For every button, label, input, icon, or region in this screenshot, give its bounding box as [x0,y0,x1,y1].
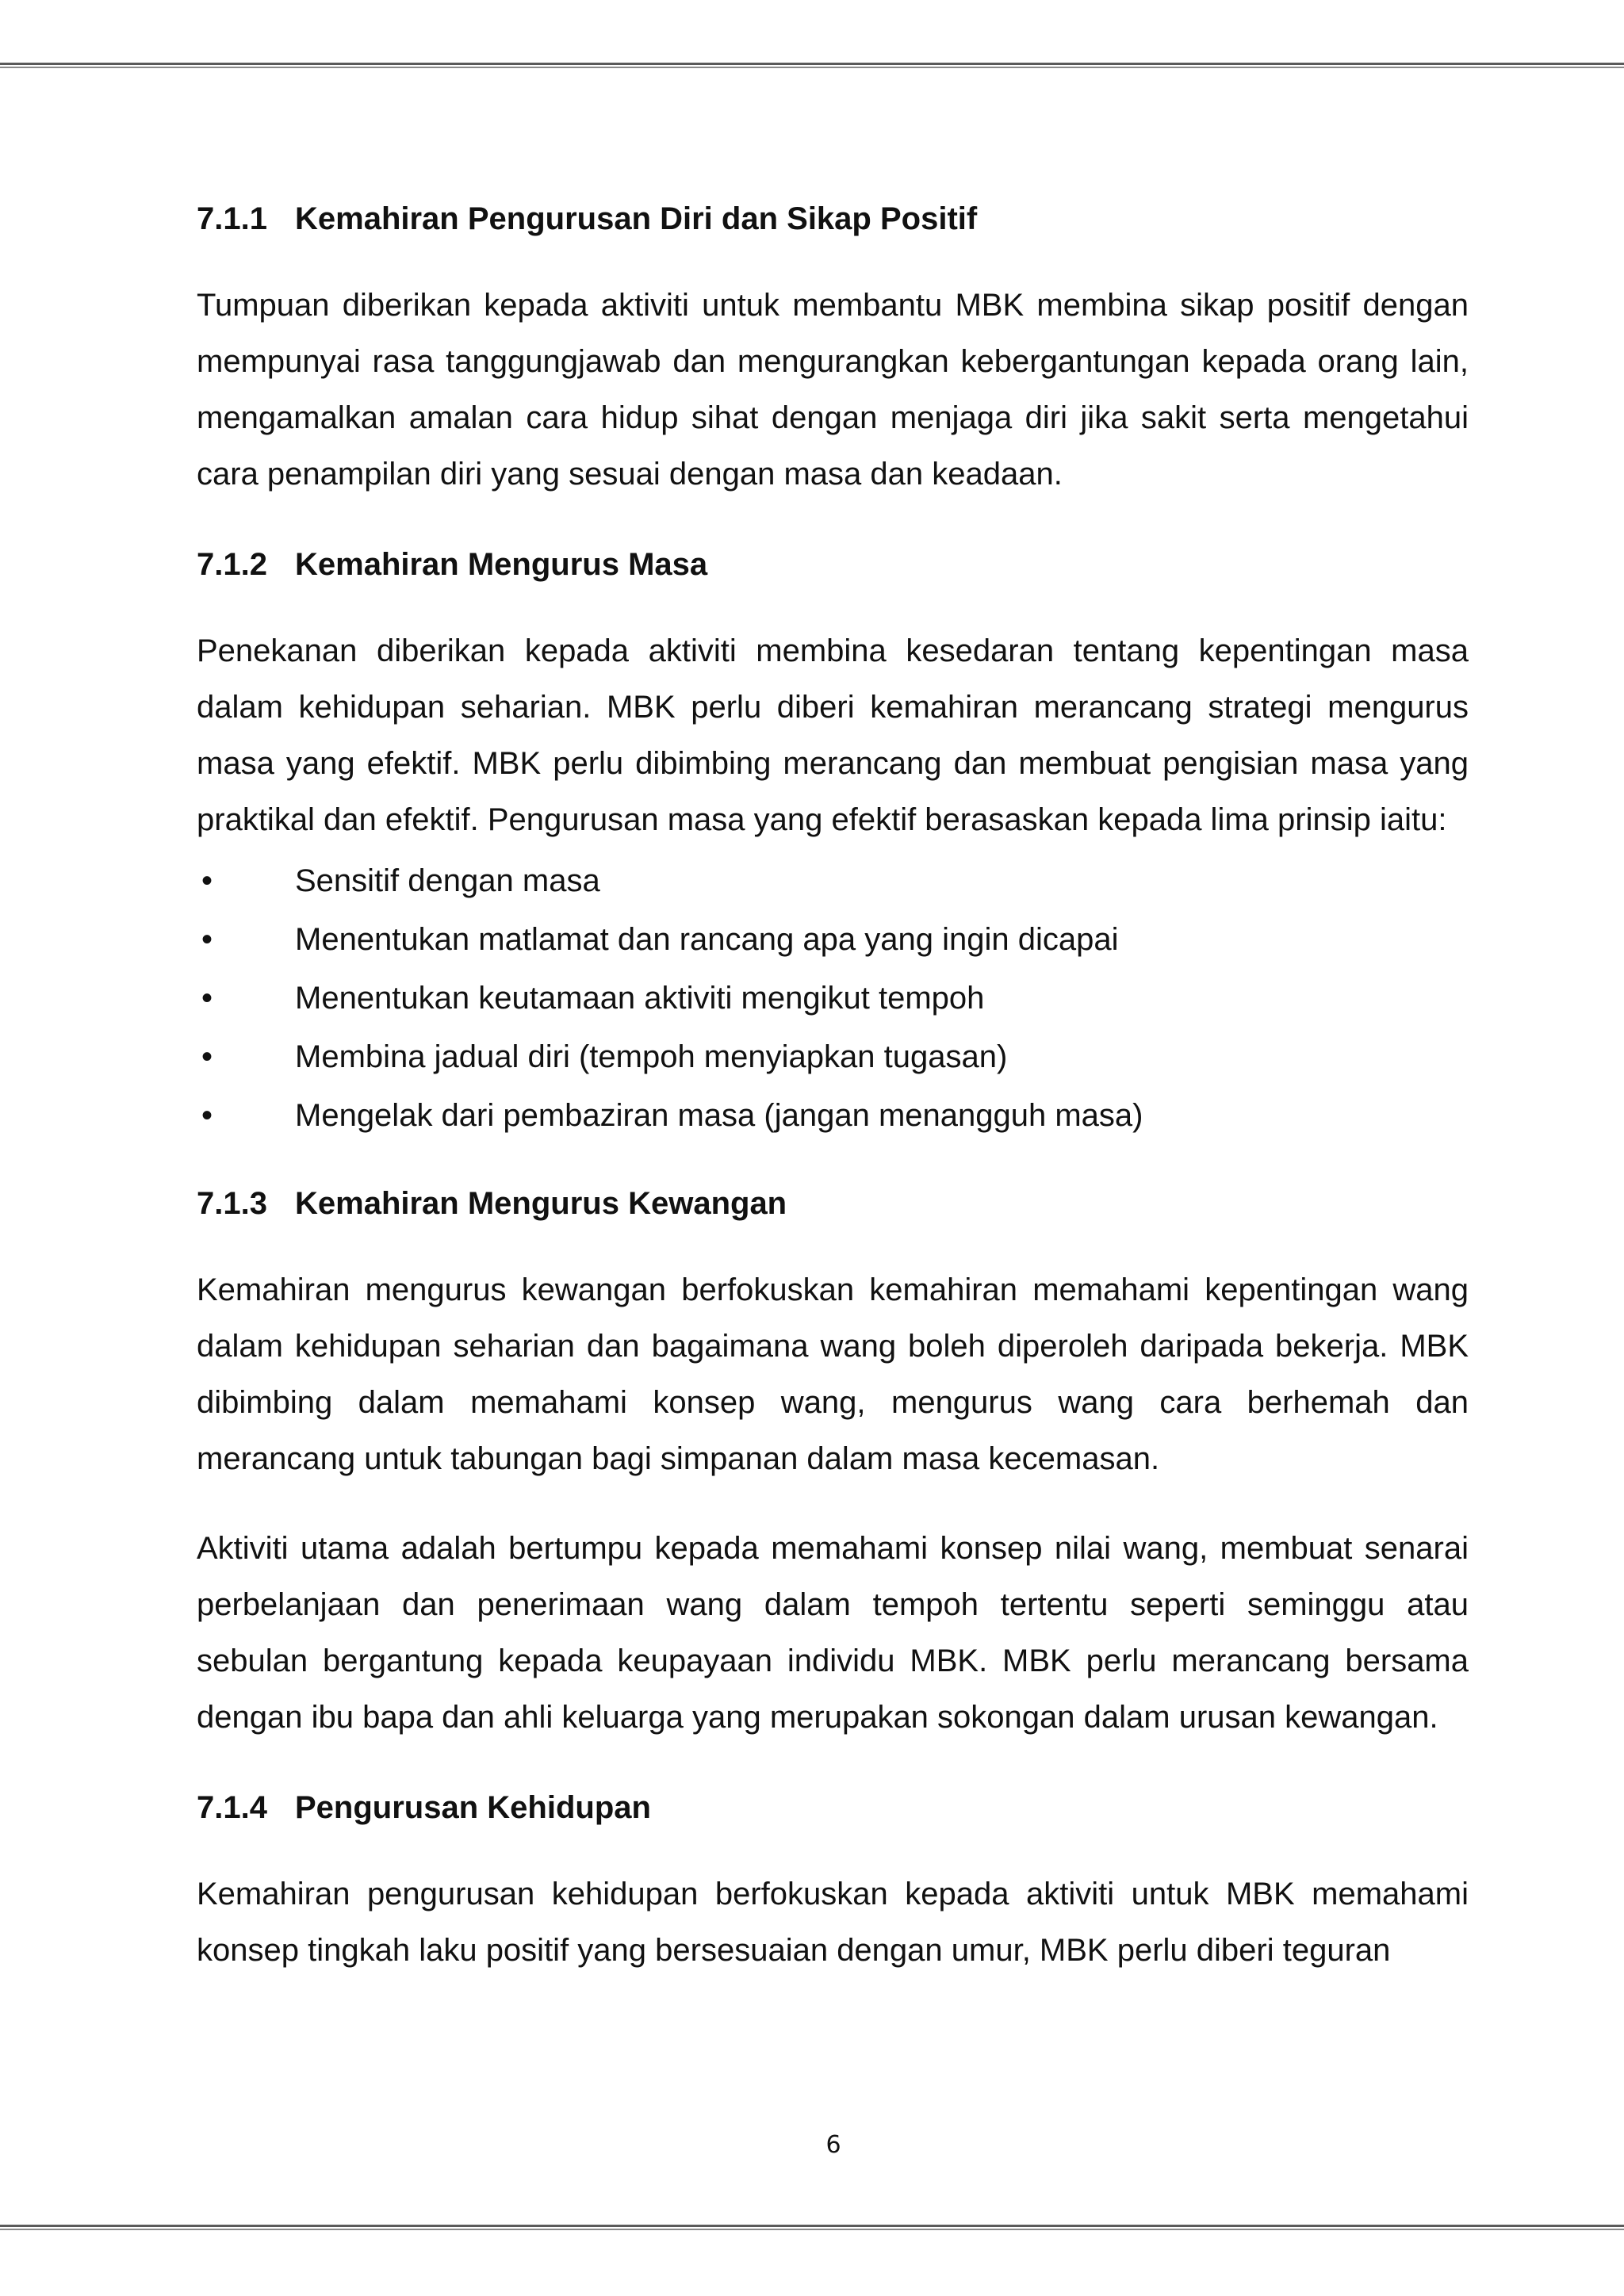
bottom-rule [0,2225,1624,2230]
section-title: Kemahiran Pengurusan Diri dan Sikap Positif [295,201,978,236]
top-rule [0,63,1624,68]
paragraph: Penekanan diberikan kepada aktiviti membina kesedaran tentang kepentingan masa dalam kehidupan seharian. MBK perlu diberi kemahiran merancang strategi mengurus masa yang efektif. MBK perlu dibimbing merancang dan membuat pengisian masa yang praktikal dan efektif. Pengurusan masa yang efektif berasaskan kepada lima prinsip iaitu: [197,633,1469,837]
list-item: • Menentukan matlamat dan rancang apa yang ingin dicapai [197,910,1469,969]
list-item: • Mengelak dari pembaziran masa (jangan menangguh masa) [197,1086,1469,1145]
section-heading-7-1-2 [197,536,1469,593]
bullet-icon: • [201,1098,213,1133]
paragraph: Kemahiran pengurusan kehidupan berfokuskan kepada aktiviti untuk MBK memahami konsep tingkah laku positif yang bersesuaian dengan umur, MBK perlu diberi teguran [197,1877,1469,1968]
bullet-icon: • [201,981,213,1016]
section-title: Kemahiran Mengurus Masa [295,547,708,582]
principles-list [197,851,1469,1145]
section-title: Kemahiran Mengurus Kewangan [295,1186,787,1221]
list-item: • Membina jadual diri (tempoh menyiapkan tugasan) [197,1027,1469,1086]
section-title: Pengurusan Kehidupan [295,1790,651,1825]
list-item: • Sensitif dengan masa [197,851,1469,910]
bullet-icon: • [201,863,213,898]
list-item: • Menentukan keutamaan aktiviti mengikut tempoh [197,969,1469,1027]
section-number: 7.1.2 [197,547,267,582]
section-heading-7-1-3 [197,1175,1469,1232]
page-number: 6 [825,2131,841,2159]
bullet-icon: • [201,922,213,957]
section-heading-7-1-1 [197,190,1469,247]
section-number: 7.1.1 [197,201,267,236]
section-number: 7.1.3 [197,1186,267,1221]
section-heading-7-1-4 [197,1779,1469,1836]
section-number: 7.1.4 [197,1790,267,1825]
document-body [197,190,1469,1979]
bullet-icon: • [201,1039,213,1074]
paragraph: Aktiviti utama adalah bertumpu kepada memahami konsep nilai wang, membuat senarai perbelanjaan dan penerimaan wang dalam tempoh tertentu seperti seminggu atau sebulan bergantung kepada keupayaan individu MBK. MBK perlu merancang bersama dengan ibu bapa dan ahli keluarga yang merupakan sokongan dalam urusan kewangan. [197,1531,1469,1735]
paragraph: Tumpuan diberikan kepada aktiviti untuk membantu MBK membina sikap positif dengan mempunyai rasa tanggungjawab dan mengurangkan kebergantungan kepada orang lain, mengamalkan amalan cara hidup sihat dengan menjaga diri jika sakit serta mengetahui cara penampilan diri yang sesuai dengan masa dan keadaan. [197,288,1469,492]
paragraph: Kemahiran mengurus kewangan berfokuskan kemahiran memahami kepentingan wang dalam kehidupan seharian dan bagaimana wang boleh diperoleh daripada bekerja. MBK dibimbing dalam memahami konsep wang, mengurus wang cara berhemah dan merancang untuk tabungan bagi simpanan dalam masa kecemasan. [197,1272,1469,1476]
